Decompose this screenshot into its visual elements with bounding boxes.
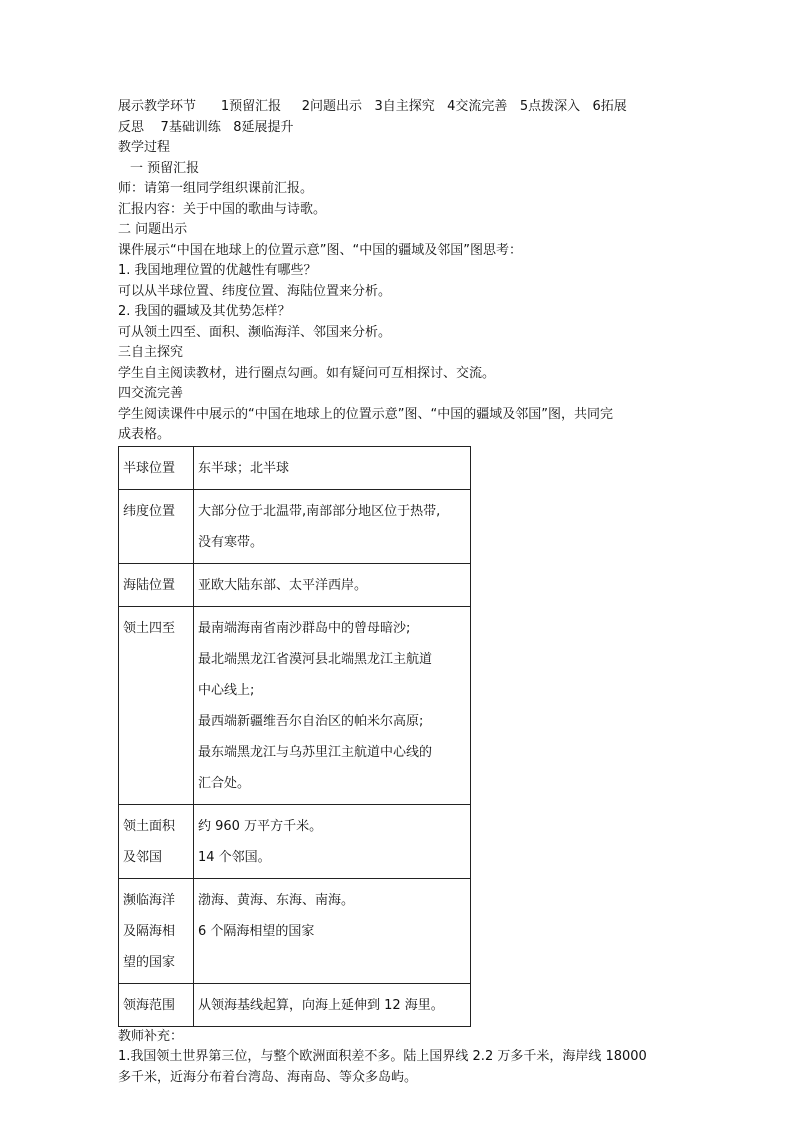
table-row [119,606,471,804]
step-item: 8延展提升 [233,119,294,135]
row-value-line: 汇合处。 [198,775,251,791]
section-4-text: 成表格。 [118,427,171,442]
supplement-text: 1.我国领土世界第三位，与整个欧洲面积差不多。陆上国界线 2.2 万多千米，海岸线 18000 [118,1049,647,1064]
section-2-title: 二 问题出示 [118,222,188,237]
row-value-line: 大部分位于北温带,南部部分地区位于热带, [198,503,441,519]
section-1-text: 汇报内容：关于中国的歌曲与诗歌。 [118,201,327,217]
table-row [119,878,471,983]
row-value-line: 最东端黑龙江与乌苏里江主航道中心线的 [198,744,433,760]
step-item: 1预留汇报 [220,99,282,114]
row-header-line: 半球位置 [123,460,176,476]
row-value-line: 中心线上; [198,682,255,698]
table-row [119,804,471,878]
row-value-cell [194,489,471,563]
step-item: 7基础训练 [160,119,221,135]
row-header-cell [119,489,194,563]
section-1-text: 师：请第一组同学组织课前汇报。 [118,181,314,196]
document-body [118,97,678,1088]
row-value-cell [194,804,471,878]
section-4-text: 学生阅读课件中展示的“中国在地球上的位置示意”图、“中国的疆域及邻国”图，共同完 [118,406,613,422]
row-value-cell [194,983,471,1026]
teaching-steps-line-2 [118,118,678,139]
row-header-line: 领土四至 [123,620,176,636]
row-header-line: 海陆位置 [123,577,176,593]
row-header-cell [119,878,194,983]
row-value-line: 渤海、黄海、东海、南海。 [198,892,355,908]
answer-1: 可以从半球位置、纬度位置、海陆位置来分析。 [118,283,392,299]
step-item: 3自主探究 [374,99,435,114]
row-header-cell [119,804,194,878]
supplement-text: 多千米，近海分布着台湾岛、海南岛、等众多岛屿。 [118,1069,418,1085]
table-row [119,983,471,1026]
section-4-title: 四交流完善 [118,386,184,401]
table-row [119,489,471,563]
row-value-line: 东半球；北半球 [198,460,290,476]
row-value-cell [194,606,471,804]
teaching-steps-line [118,97,678,118]
row-header-cell [119,563,194,606]
row-value-line: 从领海基线起算，向海上延伸到 12 海里。 [198,997,444,1013]
answer-2: 可从领土四至、面积、濒临海洋、邻国来分析。 [118,324,392,340]
table-row [119,563,471,606]
row-header-cell [119,606,194,804]
row-header-line: 领土面积 [123,818,176,834]
row-value-line: 最西端新疆维吾尔自治区的帕米尔高原; [198,713,424,729]
row-header-line: 濒临海洋 [123,892,176,908]
row-header-line: 纬度位置 [123,503,176,519]
supplement-title: 教师补充： [118,1028,184,1044]
question-1: 1. 我国地理位置的优越性有哪些？ [118,263,317,278]
step-item: 2问题出示 [301,99,363,114]
step-item: 反思 [118,119,145,135]
section-3-text: 学生自主阅读教材，进行圈点勾画。如有疑问可互相探讨、交流。 [118,365,496,381]
row-header-line: 望的国家 [123,954,176,970]
location-table [118,446,471,1027]
step-item: 4交流完善 [447,99,508,114]
row-value-line: 没有寒带。 [198,534,264,550]
row-value-line: 亚欧大陆东部、太平洋西岸。 [198,577,368,593]
section-3-title: 三自主探究 [118,345,184,360]
row-header-line: 及隔海相 [123,923,176,939]
location-table-body [119,446,471,1026]
row-header-cell [119,983,194,1026]
steps-label: 展示教学环节 [118,99,197,114]
row-value-cell [194,878,471,983]
row-value-line: 6 个隔海相望的国家 [198,923,315,939]
question-2: 2. 我国的疆域及其优势怎样？ [118,304,291,319]
step-item: 6拓展 [592,99,627,114]
row-header-cell [119,446,194,489]
row-value-cell [194,446,471,489]
row-value-line: 最南端海南省南沙群岛中的曾母暗沙; [198,620,411,636]
step-item: 5点拨深入 [519,99,581,114]
section-1-title: 一 预留汇报 [130,160,200,176]
table-row [119,446,471,489]
row-header-line: 及邻国 [123,849,163,865]
row-value-line: 约 960 万平方千米。 [198,818,323,834]
process-title: 教学过程 [118,140,171,155]
section-2-intro: 课件展示“中国在地球上的位置示意”图、“中国的疆域及邻国”图思考： [118,242,522,258]
row-value-cell [194,563,471,606]
row-header-line: 领海范围 [123,997,176,1013]
row-value-line: 14 个邻国。 [198,849,271,865]
row-value-line: 最北端黑龙江省漠河县北端黑龙江主航道 [198,651,433,667]
